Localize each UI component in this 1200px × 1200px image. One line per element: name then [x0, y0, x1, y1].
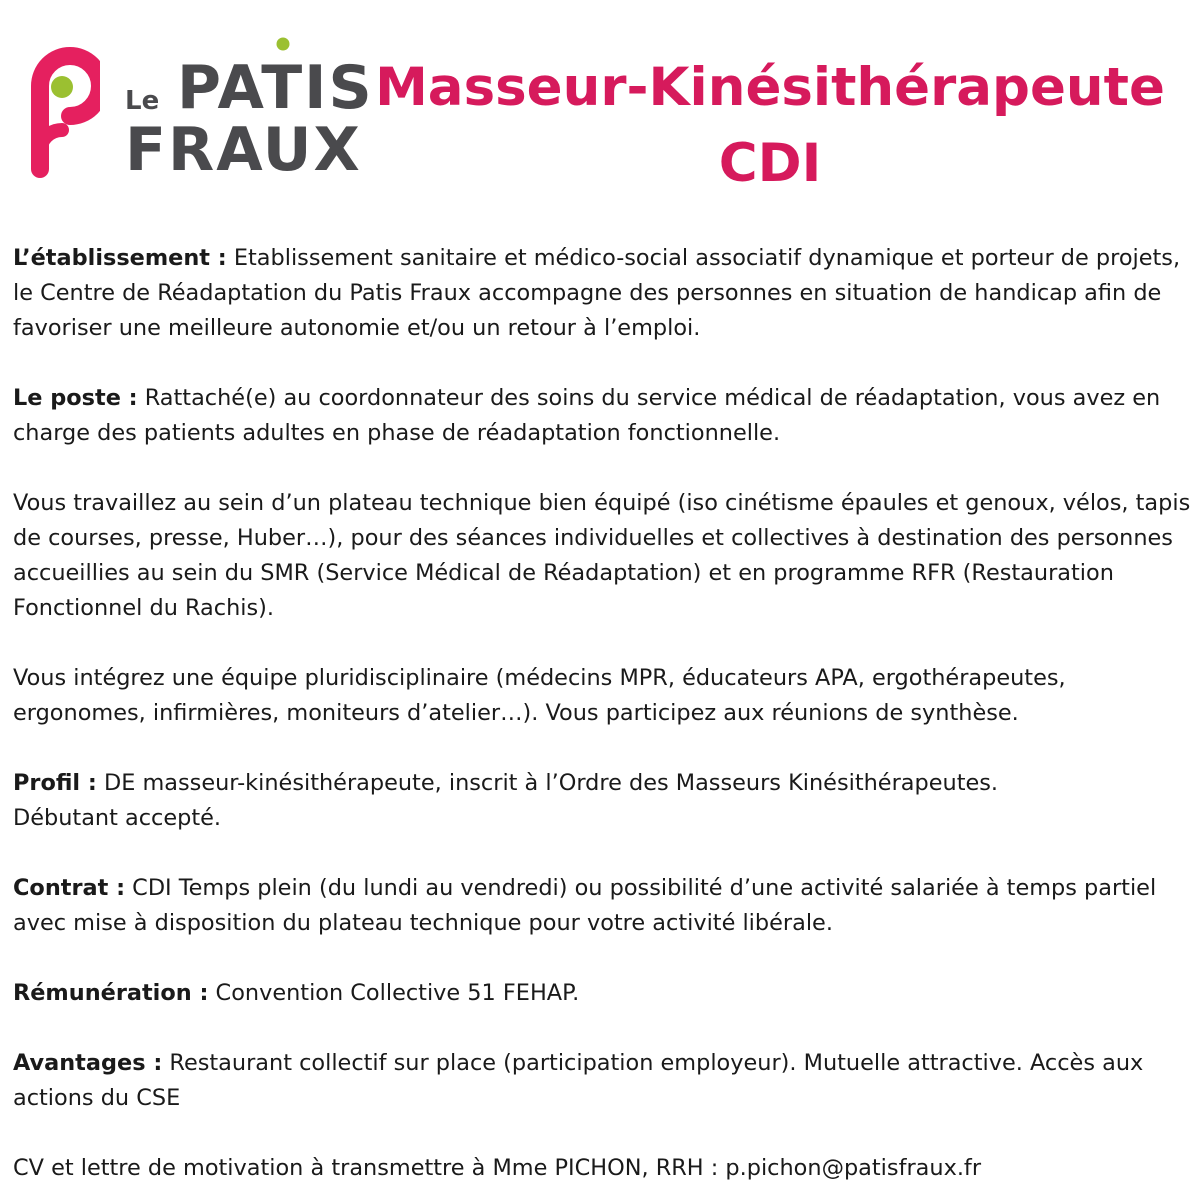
section-contrat-text: CDI Temps plein (du lundi au vendredi) ou possibilité d’une activité salariée à temps partiel avec mise à disposition du plateau technique pour votre activité libérale. — [13, 875, 1157, 936]
patis-fraux-logo — [20, 34, 374, 185]
section-poste — [13, 381, 1193, 451]
header — [0, 0, 1200, 220]
section-profil-text: DE masseur-kinésithérapeute, inscrit à l’Ordre des Masseurs Kinésithérapeutes. — [96, 770, 999, 796]
section-contrat-label: Contrat : — [13, 875, 126, 901]
section-avantages-label: Avantages : — [13, 1050, 163, 1076]
section-plateau: Vous travaillez au sein d’un plateau technique bien équipé (iso cinétisme épaules et genoux, vélos, tapis de courses, presse, Huber…), pour des séances individuelles et collectives à destination des personnes accueillies au sein du SMR (Service Médical de Réadaptation) et en programme RFR (Restauration Fonctionnel du Rachis). — [13, 490, 1191, 621]
section-remuneration — [13, 976, 1193, 1011]
section-avantages-text: Restaurant collectif sur place (participation employeur). Mutuelle attractive. Accès aux actions du CSE — [13, 1050, 1144, 1111]
job-description — [13, 241, 1193, 1186]
logo-p-mark-icon — [20, 34, 100, 184]
section-equipe: Vous intégrez une équipe pluridisciplinaire (médecins MPR, éducateurs APA, ergothérapeutes, ergonomes, infirmières, moniteurs d’atelier…). Vous participez aux réunions de synthèse. — [13, 665, 1066, 726]
section-remuneration-label: Rémunération : — [13, 980, 209, 1006]
logo-word-fraux: FRAUX — [125, 115, 362, 185]
section-profil-label: Profil : — [13, 770, 97, 796]
section-poste-text: Rattaché(e) au coordonnateur des soins du service médical de réadaptation, vous avez en charge des patients adultes en phase de réadaptation fonctionnelle. — [13, 385, 1161, 446]
job-title — [370, 50, 1170, 202]
section-profil — [13, 766, 1193, 836]
section-remuneration-text: Convention Collective 51 FEHAP. — [208, 980, 580, 1006]
section-contact: CV et lettre de motivation à transmettre à Mme PICHON, RRH : p.pichon@patisfraux.fr — [13, 1155, 982, 1181]
section-profil-line2: Débutant accepté. — [13, 805, 222, 831]
section-etablissement-label: L’établissement : — [13, 245, 227, 271]
logo-word-patis: PATIS — [177, 53, 374, 123]
job-title-line2: CDI — [718, 133, 822, 194]
section-avantages — [13, 1046, 1193, 1116]
section-contrat — [13, 871, 1193, 941]
logo-green-dot-icon — [275, 36, 291, 52]
section-etablissement — [13, 241, 1193, 346]
section-poste-label: Le poste : — [13, 385, 138, 411]
section-etablissement-text: Etablissement sanitaire et médico-social associatif dynamique et porteur de projets, le Centre de Réadaptation du Patis Fraux accompagne des personnes en situation de handicap afin de favoriser une meilleure autonomie et/ou un retour à l’emploi. — [13, 245, 1181, 341]
job-title-line1: Masseur-Kinésithérapeute — [375, 57, 1165, 118]
logo-word-le: Le — [125, 86, 160, 116]
